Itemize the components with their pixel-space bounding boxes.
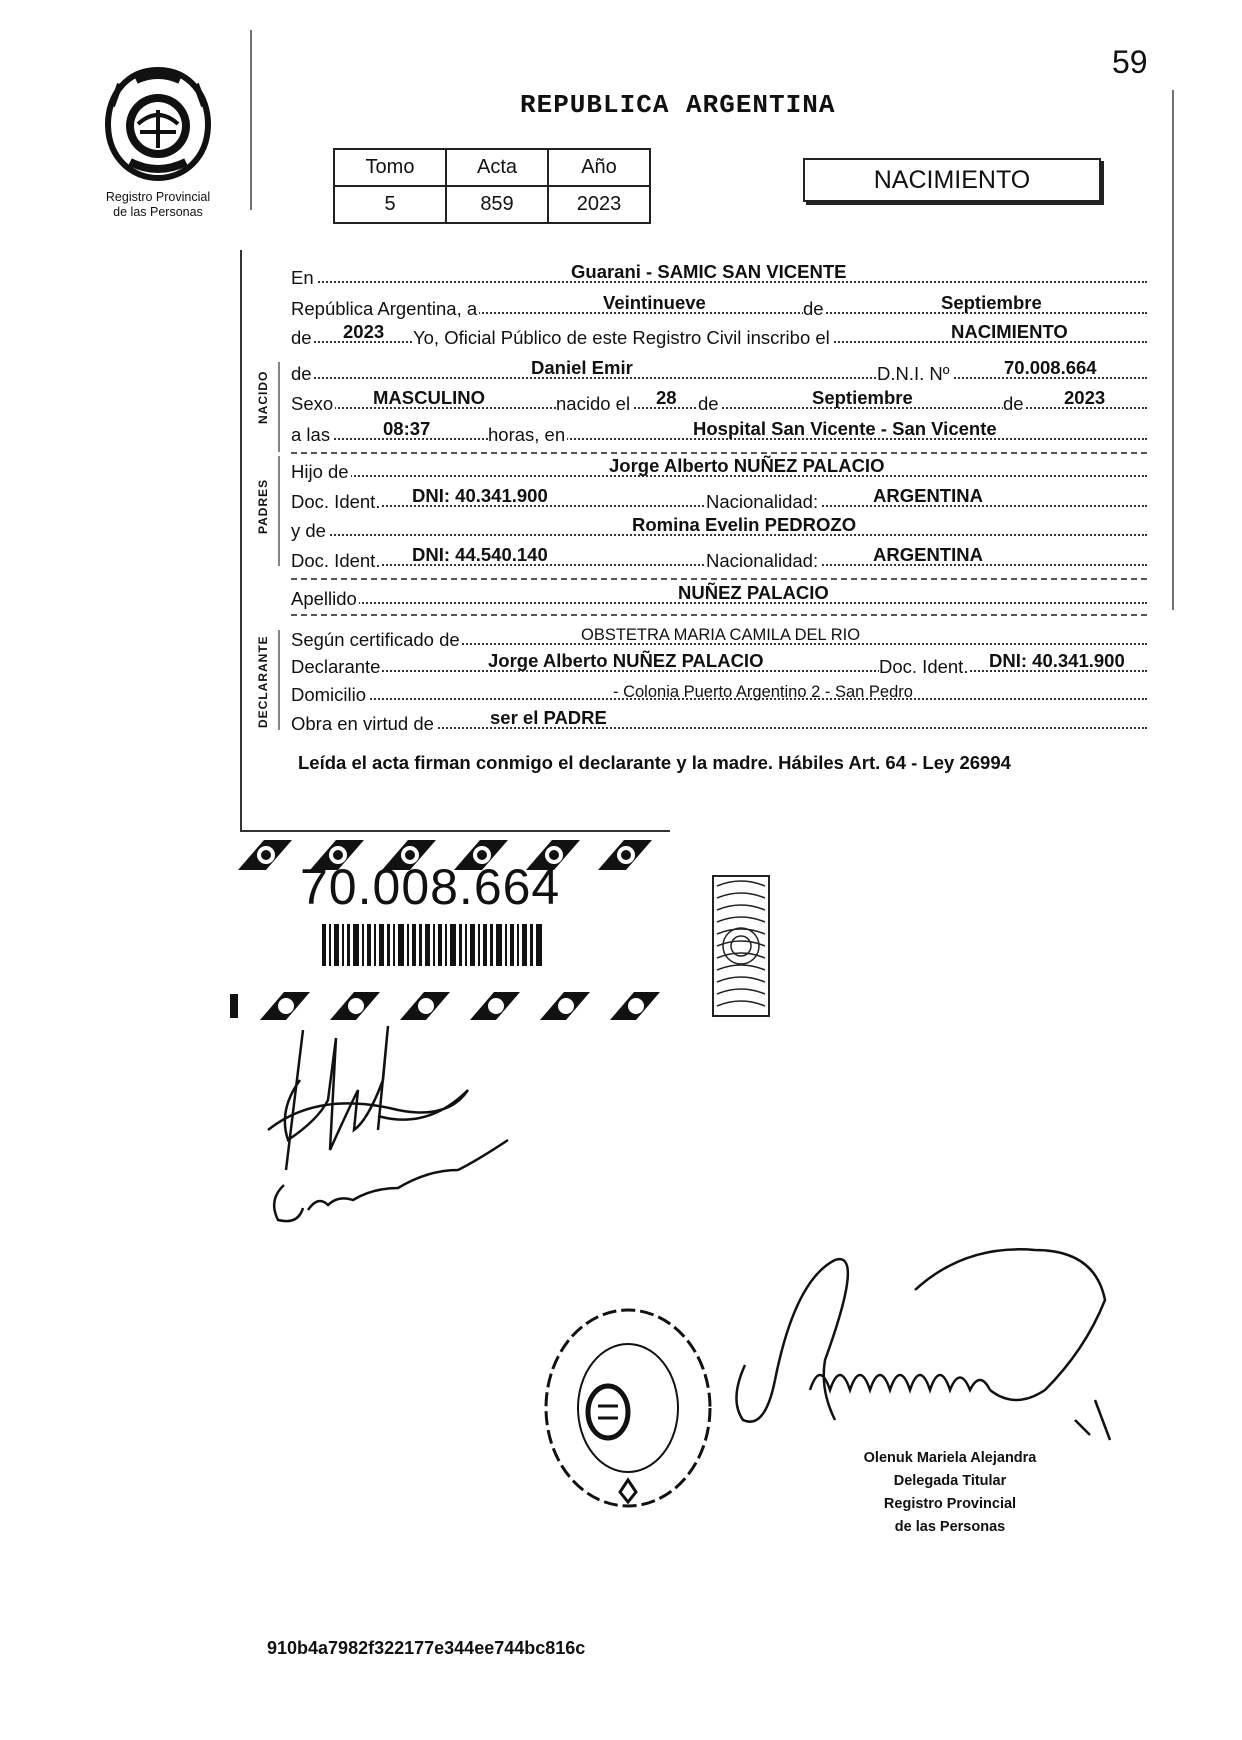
value-name: Daniel Emir <box>531 357 633 378</box>
row-address <box>291 680 1147 706</box>
provincial-coat-of-arms-icon <box>100 66 216 182</box>
section-divider-declarante <box>278 630 280 730</box>
value-declarant-doc: DNI: 40.341.900 <box>989 650 1125 671</box>
security-number: 70.008.664 <box>300 859 561 915</box>
row-mother <box>291 516 1147 542</box>
label-sexo: Sexo <box>291 393 334 414</box>
reference-value-row <box>334 186 650 223</box>
row-father-doc <box>291 487 1147 513</box>
value-acting: ser el PADRE <box>490 707 607 728</box>
reference-header-tomo: Tomo <box>334 149 446 186</box>
value-father-doc: DNI: 40.341.900 <box>412 485 548 506</box>
label-horas-en: horas, en <box>488 424 566 445</box>
official-signature-caption <box>820 1447 1080 1539</box>
row-declarant <box>291 652 1147 678</box>
value-mother-name: Romina Evelin PEDROZO <box>632 514 857 535</box>
document-hash: 910b4a7982f322177e344ee744bc816c <box>267 1638 586 1658</box>
reference-header-acta: Acta <box>446 149 548 186</box>
label-doc-ident: Doc. Ident. <box>291 491 381 512</box>
label-nacido-el: nacido el <box>556 393 631 414</box>
row-time-place <box>291 420 1147 446</box>
side-label-declarante: DECLARANTE <box>256 635 270 728</box>
value-certificate: OBSTETRA MARIA CAMILA DEL RIO <box>581 626 861 644</box>
issuer-caption <box>78 190 238 220</box>
side-label-nacido: NACIDO <box>256 370 270 424</box>
value-dni: 70.008.664 <box>1004 357 1097 378</box>
label-officer: Yo, Oficial Público de este Registro Civil inscribo el <box>413 327 830 348</box>
official-stamp <box>538 1302 718 1514</box>
value-month: Septiembre <box>941 292 1042 313</box>
label-de-year: de <box>291 327 312 348</box>
issuer-caption-line1: Registro Provincial <box>105 190 211 204</box>
value-place: Guarani - SAMIC SAN VICENTE <box>571 261 847 282</box>
section-separator <box>291 452 1147 454</box>
reference-header-anio: Año <box>548 149 650 186</box>
label-obra-en-virtud: Obra en virtud de <box>291 713 434 734</box>
document-title: REPUBLICA ARGENTINA <box>520 90 836 120</box>
label-domicilio: Domicilio <box>291 684 367 705</box>
label-nacionalidad: Nacionalidad: <box>706 491 819 512</box>
label-y-de: y de <box>291 520 326 541</box>
label-apellido: Apellido <box>291 588 357 609</box>
row-mother-doc <box>291 546 1147 572</box>
label-a-las: a las <box>291 424 331 445</box>
act-type-box: NACIMIENTO <box>803 158 1101 202</box>
value-address: - Colonia Puerto Argentino 2 - San Pedro <box>613 683 913 701</box>
section-divider-nacido <box>278 362 280 452</box>
official-role: Delegada Titular <box>893 1473 1007 1489</box>
value-time: 08:37 <box>383 418 431 439</box>
value-declarant: Jorge Alberto NUÑEZ PALACIO <box>488 650 764 671</box>
row-name <box>291 359 1147 385</box>
reference-table <box>333 148 651 224</box>
closing-note: Leída el acta firman conmigo el declarante y la madre. Hábiles Art. 64 - Ley 26994 <box>298 752 1011 773</box>
row-year-act <box>291 323 1147 349</box>
reference-value-acta: 859 <box>446 186 548 223</box>
label-dni: D.N.I. Nº <box>877 363 950 384</box>
form-left-border <box>240 250 242 830</box>
label-declarante: Declarante <box>291 656 381 677</box>
label-de-born-2: de <box>1003 393 1024 414</box>
value-day: Veintinueve <box>603 292 706 313</box>
security-hologram-icon <box>713 876 769 1016</box>
value-born-day: 28 <box>656 387 677 408</box>
label-nacionalidad-2: Nacionalidad: <box>706 550 819 571</box>
label-de-name: de <box>291 363 312 384</box>
declarant-signature <box>258 1020 528 1240</box>
value-act: NACIMIENTO <box>951 321 1068 342</box>
section-divider-padres <box>278 456 280 566</box>
value-born-year: 2023 <box>1064 387 1106 408</box>
official-org-line1: Registro Provincial <box>883 1496 1017 1512</box>
official-name: Olenuk Mariela Alejandra <box>863 1450 1037 1466</box>
label-de-1: de <box>803 298 824 319</box>
row-certificate <box>291 625 1147 651</box>
reference-header-row <box>334 149 650 186</box>
value-year: 2023 <box>343 321 385 342</box>
left-dashed-margin <box>250 30 252 210</box>
value-father-name: Jorge Alberto NUÑEZ PALACIO <box>609 455 885 476</box>
reference-value-tomo: 5 <box>334 186 446 223</box>
official-signature <box>715 1240 1115 1460</box>
label-republica: República Argentina, a <box>291 298 478 319</box>
label-de-born: de <box>698 393 719 414</box>
official-org-line2: de las Personas <box>894 1519 1006 1535</box>
issuer-caption-line2: de las Personas <box>113 205 203 219</box>
row-acting <box>291 709 1147 735</box>
label-en: En <box>291 267 314 288</box>
page-number: 59 <box>1112 44 1148 80</box>
reference-value-anio: 2023 <box>548 186 650 223</box>
section-separator <box>291 614 1147 616</box>
value-hospital: Hospital San Vicente - San Vicente <box>693 418 997 439</box>
row-father <box>291 457 1147 483</box>
row-sex-birth <box>291 389 1147 415</box>
value-mother-doc: DNI: 44.540.140 <box>412 544 548 565</box>
value-mother-nationality: ARGENTINA <box>873 544 983 565</box>
label-segun-certificado: Según certificado de <box>291 629 460 650</box>
label-hijo-de: Hijo de <box>291 461 349 482</box>
row-place <box>291 263 1147 289</box>
side-label-padres: PADRES <box>256 478 270 534</box>
barcode-icon <box>322 924 544 966</box>
security-pattern-bottom <box>230 990 678 1022</box>
label-doc-ident-3: Doc. Ident. <box>879 656 969 677</box>
row-surname <box>291 584 1147 610</box>
value-father-nationality: ARGENTINA <box>873 485 983 506</box>
value-sex: MASCULINO <box>373 387 486 408</box>
value-born-month: Septiembre <box>812 387 913 408</box>
right-margin-line <box>1172 90 1174 610</box>
value-surname: NUÑEZ PALACIO <box>678 582 829 603</box>
form-bottom-border <box>240 830 670 832</box>
row-date <box>291 294 1147 320</box>
label-doc-ident-2: Doc. Ident. <box>291 550 381 571</box>
section-separator <box>291 578 1147 580</box>
